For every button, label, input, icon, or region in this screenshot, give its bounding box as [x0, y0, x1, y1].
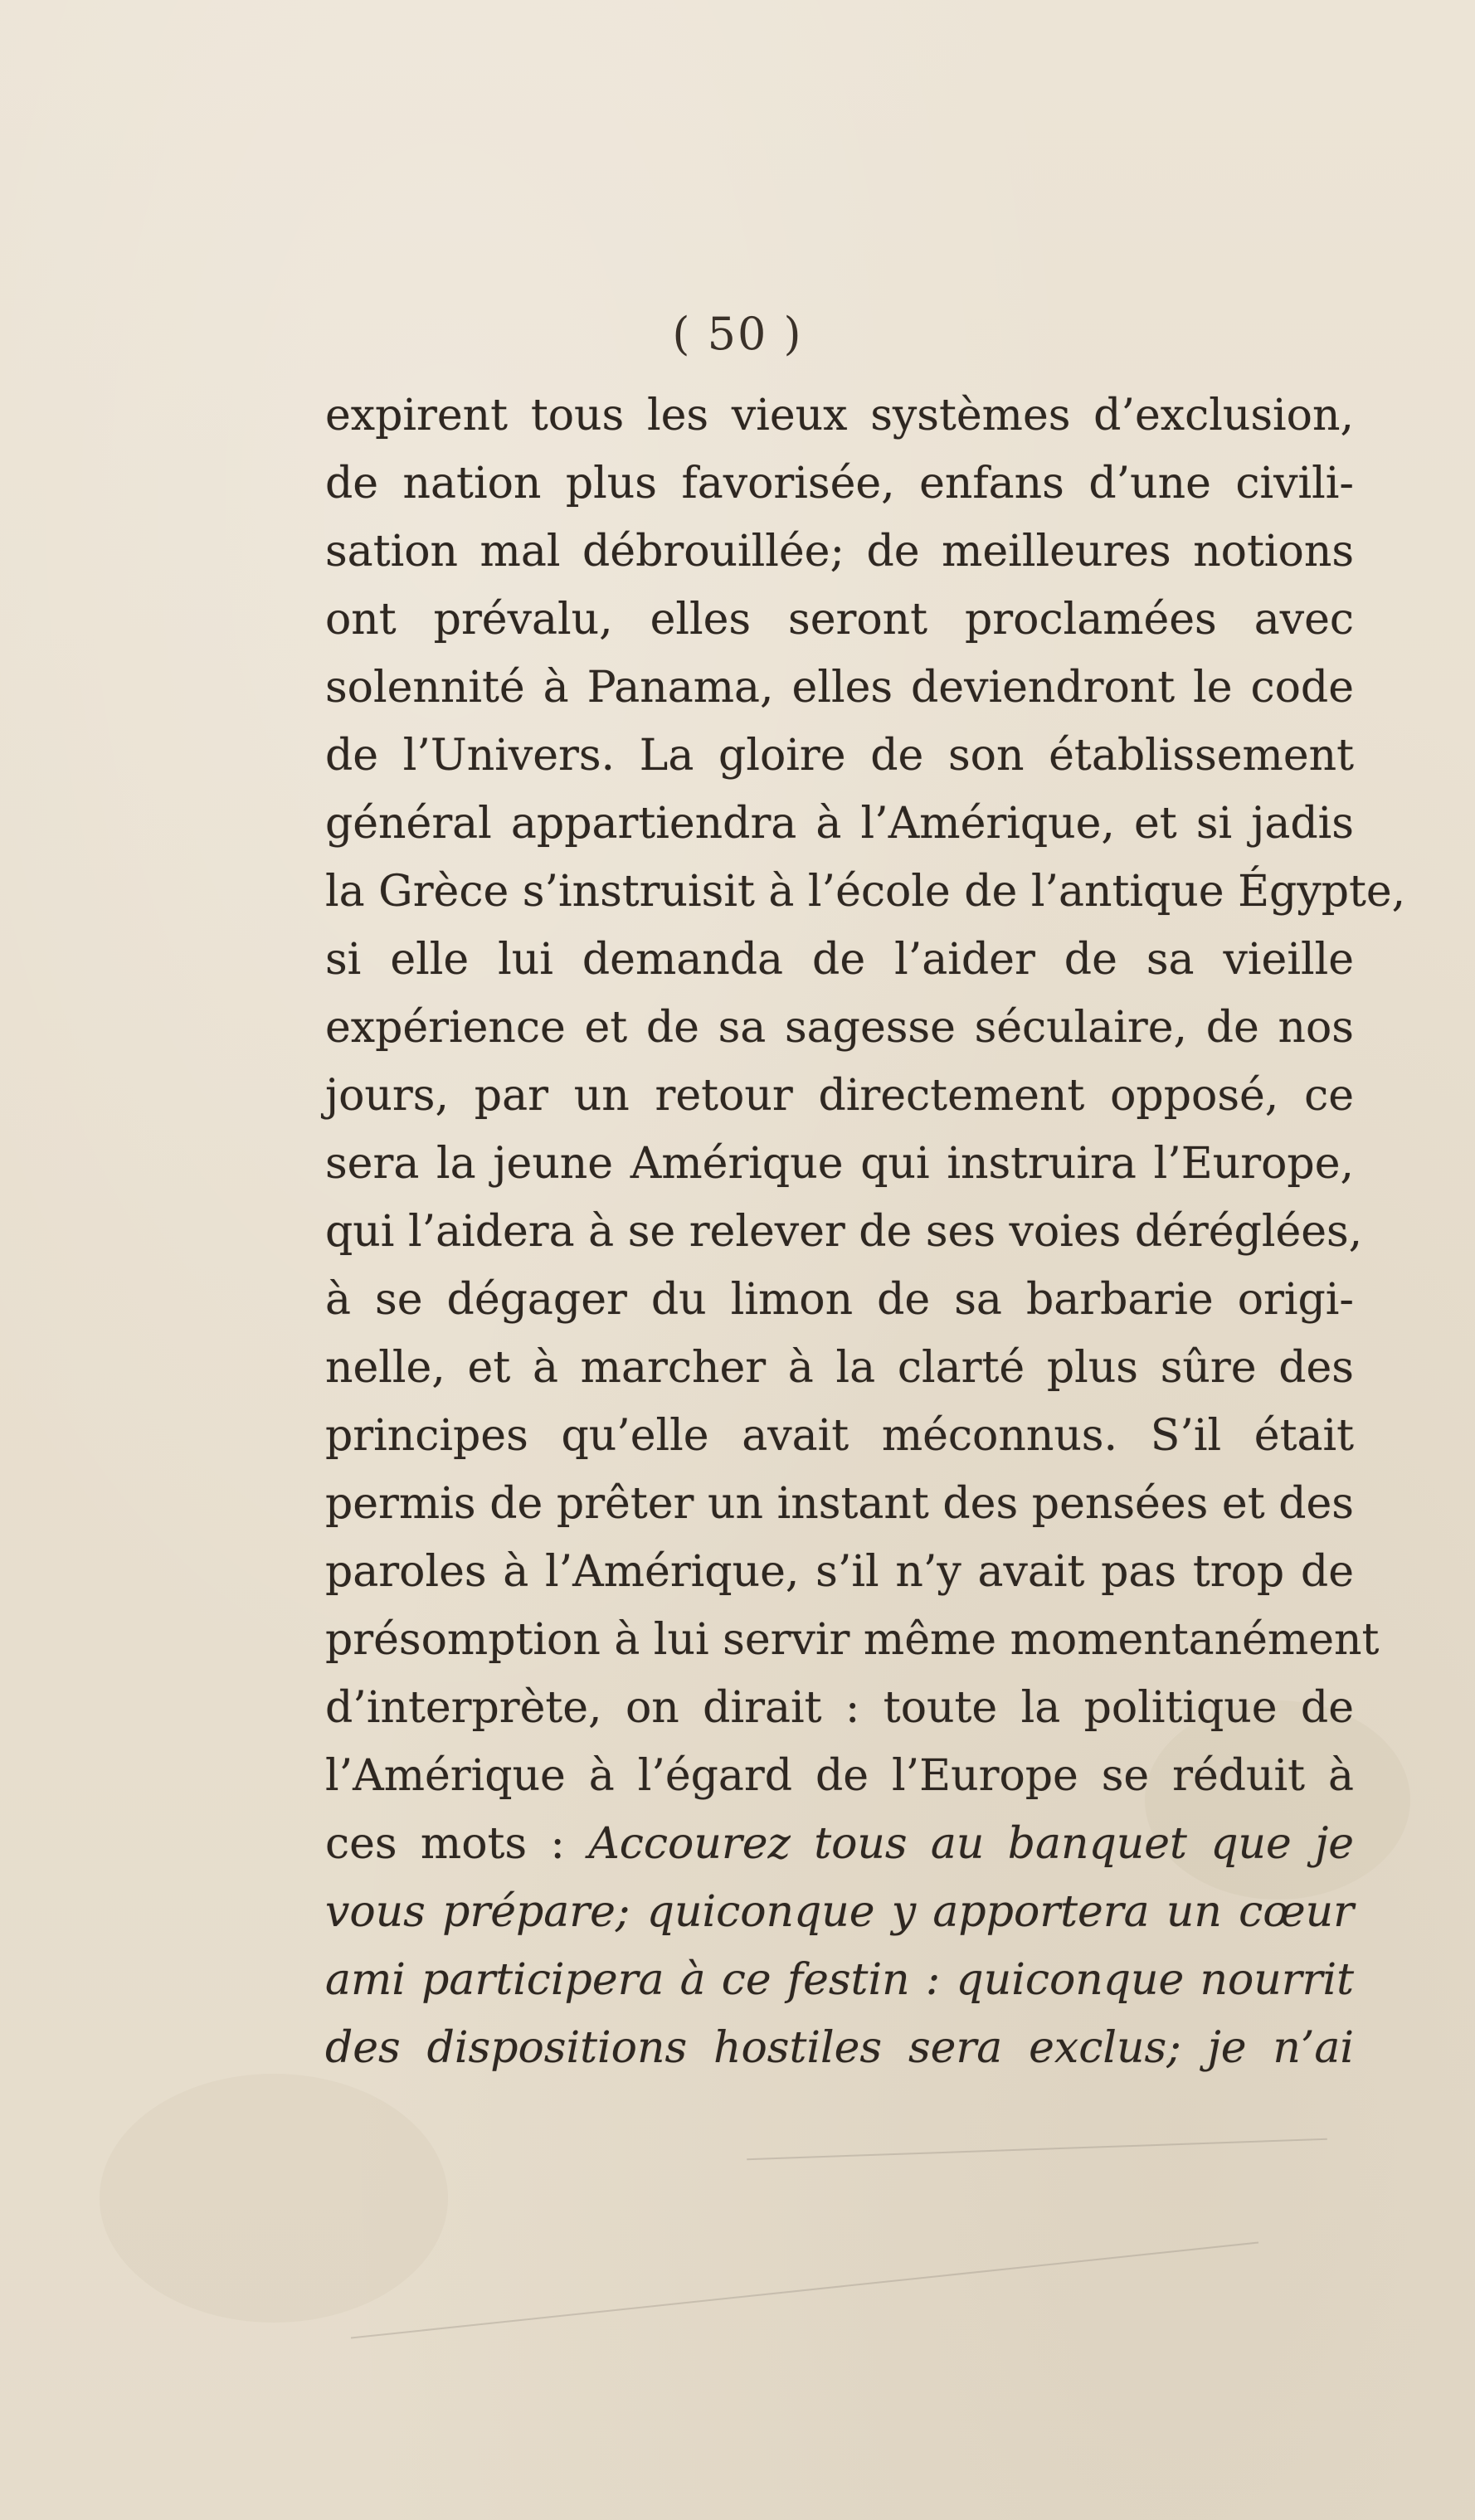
text-line: présomption à lui servir même momentanément — [325, 1615, 1380, 1665]
paper-stain — [100, 2074, 448, 2323]
text-line: expirent tous les vieux systèmes d’exclusion, — [325, 391, 1354, 440]
text-line: sation mal débrouillée; de meilleures notions — [325, 527, 1354, 576]
text-line: ont prévalu, elles seront proclamées avec — [325, 595, 1354, 645]
text-line: l’Amérique à l’égard de l’Europe se réduit à — [325, 1751, 1354, 1801]
text-line: jours, par un retour directement opposé, ce — [325, 1071, 1354, 1121]
text-line: qui l’aidera à se relever de ses voies déréglées, — [325, 1207, 1363, 1257]
text-line: ami participera à ce festin : quiconque nourrit — [325, 1955, 1354, 2005]
text-line: général appartiendra à l’Amérique, et si jadis — [325, 799, 1354, 849]
text-line: paroles à l’Amérique, s’il n’y avait pas trop de — [325, 1547, 1354, 1597]
text-line: si elle lui demanda de l’aider de sa vieille — [325, 935, 1354, 985]
text-line: permis de prêter un instant des pensées et des — [325, 1479, 1354, 1529]
text-line: sera la jeune Amérique qui instruira l’Europe, — [325, 1139, 1354, 1189]
paper-crease — [351, 2242, 1258, 2339]
text-line: la Grèce s’instruisit à l’école de l’antique Égypte, — [325, 867, 1406, 917]
text-line: vous prépare; quiconque y apportera un cœur — [325, 1887, 1354, 1937]
text-line: d’interprète, on dirait : toute la politique de — [325, 1683, 1354, 1733]
paper-crease — [747, 2138, 1327, 2160]
text-line: ces mots : Accourez tous au banquet que je — [325, 1819, 1355, 1869]
text-line: de nation plus favorisée, enfans d’une civili- — [325, 459, 1354, 508]
text-line: solennité à Panama, elles deviendront le code — [325, 663, 1354, 713]
text-line: à se dégager du limon de sa barbarie origi- — [325, 1275, 1354, 1325]
text-line: nelle, et à marcher à la clarté plus sûre des — [325, 1343, 1354, 1393]
text-line: principes qu’elle avait méconnus. S’il était — [325, 1411, 1354, 1461]
page-number: ( 50 ) — [672, 308, 803, 360]
body-text — [325, 382, 1406, 2082]
text-line: expérience et de sa sagesse séculaire, de nos — [325, 1003, 1354, 1053]
text-line: de l’Univers. La gloire de son établissement — [325, 731, 1354, 781]
text-line: des dispositions hostiles sera exclus; je n’ai — [325, 2023, 1354, 2073]
